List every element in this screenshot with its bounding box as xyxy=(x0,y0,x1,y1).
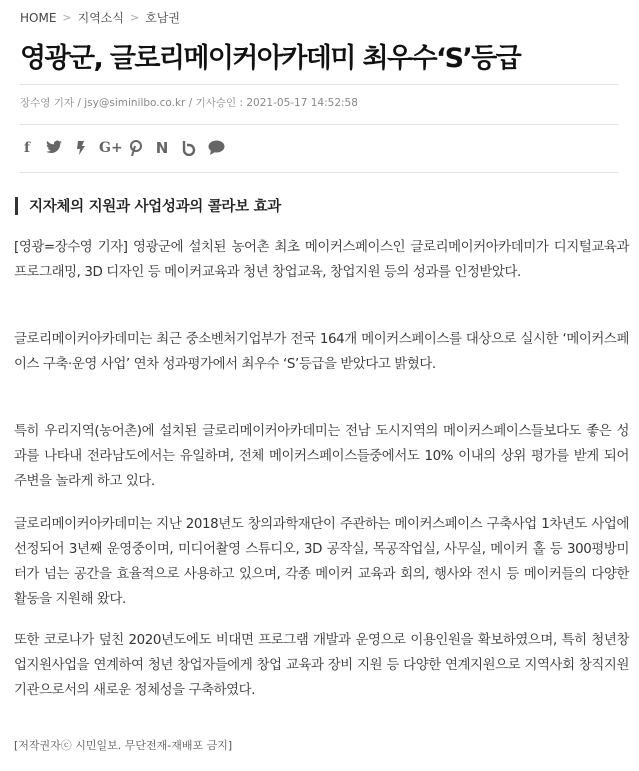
copyright-notice: [저작권자ⓒ 시민일보. 무단전재-재배포 금지] xyxy=(14,739,233,752)
article-title: 영광군, 글로리메이커아카데미 최우수‘S’등급 xyxy=(20,43,521,74)
share-divider xyxy=(20,172,619,173)
meta-divider xyxy=(20,124,619,125)
article-paragraph: [영광=장수영 기자] 영광군에 설치된 농어촌 최초 메이커스페이스인 글로리메이커아카데미가 디지털교육과 프로그래밍, 3D 디자인 등 메이커교육과 청년 창업교육, 창업지원 등의 성과를 인정받았다. xyxy=(14,240,629,280)
breadcrumb-home[interactable]: HOME xyxy=(20,10,57,25)
article-paragraph: 특히 우리지역(농어촌)에 설치된 글로리메이커아카데미는 전남 도시지역의 메이커스페이스들보다도 좋은 성과를 나타내 전라남도에서는 유일하며, 전체 메이커스페이스들중에서도 10% 이내의 상위 평가를 받게 되어 주변을 놀라게 하고 있다. xyxy=(14,424,629,489)
breadcrumb-region-news[interactable]: 지역소식 xyxy=(77,11,124,25)
subheading-bar xyxy=(15,197,18,215)
title-divider xyxy=(20,84,619,85)
kakaostory-icon[interactable] xyxy=(72,140,90,156)
breadcrumb-honam[interactable]: 호남권 xyxy=(145,11,180,25)
googleplus-icon[interactable]: G+ xyxy=(99,140,123,156)
breadcrumb xyxy=(20,9,180,26)
band-icon[interactable] xyxy=(180,140,198,156)
naver-icon[interactable]: N xyxy=(155,139,169,157)
article-paragraph: 또한 코로나가 덮친 2020년도에도 비대면 프로그램 개발과 운영으로 이용인원을 확보하였으며, 특히 청년창업지원사업을 연계하여 청년 창업자들에게 창업 교육과 장비 지원 등 다양한 연계지원으로 지역사회 창직지원기관으로서의 새로운 정체성을 구축하였다. xyxy=(14,633,629,698)
article-subheading xyxy=(15,195,281,216)
pinterest-icon[interactable] xyxy=(126,140,144,156)
breadcrumb-separator: > xyxy=(62,11,72,24)
comment-icon[interactable] xyxy=(207,140,225,156)
breadcrumb-separator: > xyxy=(130,11,140,24)
article-meta: 장수영 기자 / jsy@siminilbo.co.kr / 기사승인 : 2021-05-17 14:52:58 xyxy=(20,97,358,109)
twitter-icon[interactable] xyxy=(45,140,63,156)
article-paragraph: 글로리메이커아카데미는 최근 중소벤처기업부가 전국 164개 메이커스페이스를 대상으로 실시한 ‘메이커스페이스 구축·운영 사업’ 연차 성과평가에서 최우수 ‘S’등급을 받았다고 밝혔다. xyxy=(14,332,629,372)
article-paragraph: 글로리메이커아카데미는 지난 2018년도 창의과학재단이 주관하는 메이커스페이스 구축사업 1차년도 사업에 선정되어 3년째 운영중이며, 미디어촬영 스튜디오, 3D 공작실, 목공작업실, 사무실, 메이커 홀 등 300평방미터가 넘는 공간을 효율적으로 사용하고 있으며, 각종 메이커 교육과 회의, 행사와 전시 등 메이커들의 다양한 활동을 지원해 왔다. xyxy=(14,517,629,607)
share-bar xyxy=(18,140,225,156)
facebook-icon[interactable]: f xyxy=(23,140,31,156)
subheading-text: 지자체의 지원과 사업성과의 콜라보 효과 xyxy=(29,199,282,215)
